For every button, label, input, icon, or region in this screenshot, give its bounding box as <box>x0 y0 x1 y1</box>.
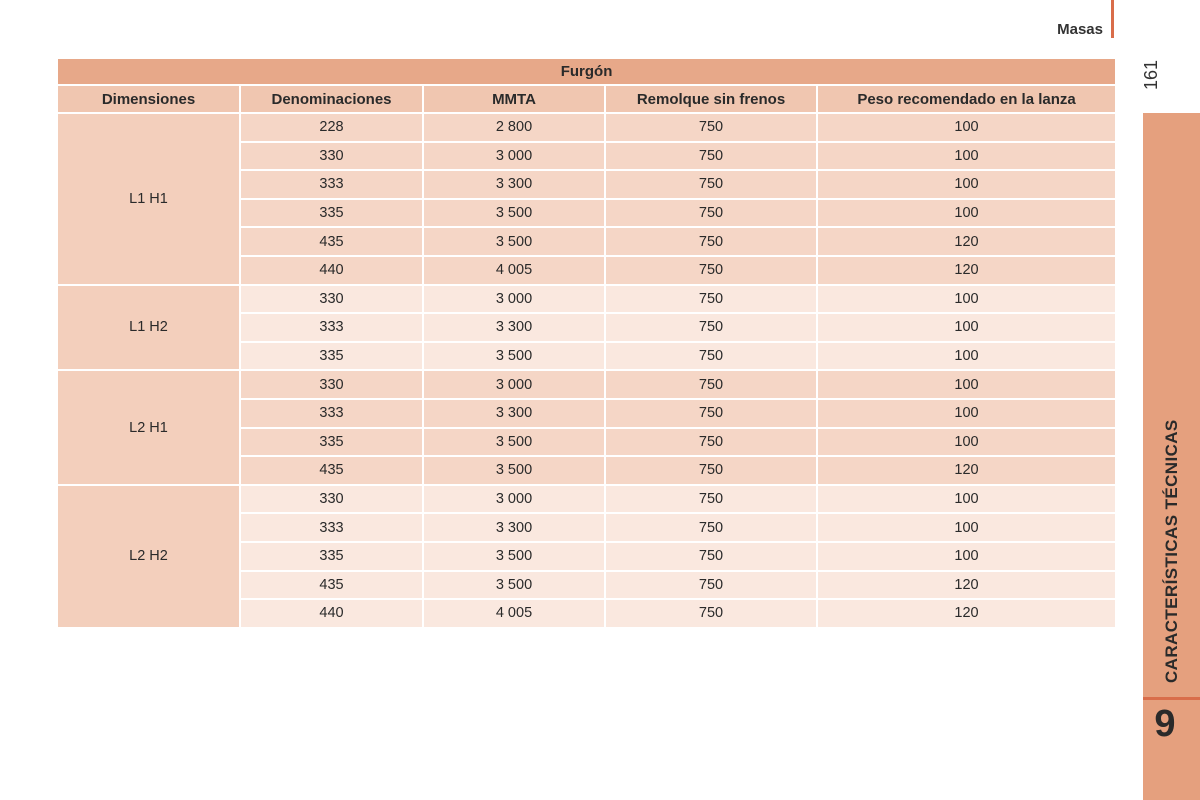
table-cell: 3 500 <box>423 342 605 371</box>
table-cell: 3 300 <box>423 513 605 542</box>
table-cell: 750 <box>605 456 817 485</box>
table-cell: 3 500 <box>423 428 605 457</box>
table-cell: 333 <box>240 313 423 342</box>
table-cell: 100 <box>817 428 1116 457</box>
table-cell: 100 <box>817 513 1116 542</box>
mass-table <box>56 57 1117 629</box>
table-cell: 330 <box>240 370 423 399</box>
table-group <box>57 485 1116 628</box>
table-cell: 750 <box>605 170 817 199</box>
dimension-cell: L2 H1 <box>57 370 240 484</box>
table-cell: 330 <box>240 285 423 314</box>
table-row <box>57 285 1116 314</box>
column-header: Denominaciones <box>240 85 423 113</box>
chapter-label: CARACTERÍSTICAS TÉCNICAS <box>1162 419 1181 683</box>
table-cell: 330 <box>240 485 423 514</box>
table-cell: 750 <box>605 199 817 228</box>
table-row <box>57 370 1116 399</box>
chapter-divider <box>1143 697 1200 700</box>
table-cell: 3 300 <box>423 399 605 428</box>
table-cell: 750 <box>605 399 817 428</box>
table-cell: 750 <box>605 142 817 171</box>
table-cell: 100 <box>817 113 1116 142</box>
table-cell: 750 <box>605 485 817 514</box>
table-cell: 3 300 <box>423 170 605 199</box>
table-cell: 333 <box>240 513 423 542</box>
table-row <box>57 485 1116 514</box>
table-cell: 333 <box>240 170 423 199</box>
section-title-rule <box>1111 0 1114 38</box>
table-cell: 4 005 <box>423 599 605 628</box>
table-cell: 750 <box>605 513 817 542</box>
table-cell: 3 500 <box>423 456 605 485</box>
table-cell: 3 000 <box>423 370 605 399</box>
table-cell: 100 <box>817 370 1116 399</box>
table-cell: 100 <box>817 285 1116 314</box>
table-cell: 2 800 <box>423 113 605 142</box>
dimension-cell: L2 H2 <box>57 485 240 628</box>
table-cell: 750 <box>605 313 817 342</box>
table-cell: 100 <box>817 142 1116 171</box>
table-cell: 750 <box>605 428 817 457</box>
table-cell: 120 <box>817 256 1116 285</box>
section-title: Masas <box>1057 21 1103 38</box>
table-cell: 335 <box>240 342 423 371</box>
table-cell: 750 <box>605 370 817 399</box>
table-cell: 4 005 <box>423 256 605 285</box>
table-cell: 335 <box>240 542 423 571</box>
table-cell: 3 500 <box>423 542 605 571</box>
table-cell: 750 <box>605 113 817 142</box>
table-cell: 100 <box>817 199 1116 228</box>
table-group <box>57 113 1116 285</box>
table-row <box>57 113 1116 142</box>
table-cell: 335 <box>240 428 423 457</box>
table-cell: 3 000 <box>423 285 605 314</box>
table-cell: 440 <box>240 599 423 628</box>
page-number: 161 <box>1140 59 1161 91</box>
table-cell: 3 000 <box>423 142 605 171</box>
table-group <box>57 370 1116 484</box>
table-cell: 750 <box>605 342 817 371</box>
table-cell: 100 <box>817 542 1116 571</box>
table-cell: 3 000 <box>423 485 605 514</box>
table-cell: 333 <box>240 399 423 428</box>
table-cell: 330 <box>240 142 423 171</box>
table-cell: 435 <box>240 571 423 600</box>
column-header: Remolque sin frenos <box>605 85 817 113</box>
table-cell: 435 <box>240 456 423 485</box>
table-cell: 435 <box>240 227 423 256</box>
table-cell: 100 <box>817 342 1116 371</box>
table-cell: 228 <box>240 113 423 142</box>
table-cell: 120 <box>817 227 1116 256</box>
table-cell: 100 <box>817 399 1116 428</box>
table-caption-row <box>57 58 1116 85</box>
table-cell: 440 <box>240 256 423 285</box>
table-cell: 750 <box>605 542 817 571</box>
table-cell: 750 <box>605 285 817 314</box>
table-caption: Furgón <box>57 58 1116 85</box>
table-header-row <box>57 85 1116 113</box>
table-cell: 100 <box>817 170 1116 199</box>
dimension-cell: L1 H1 <box>57 113 240 285</box>
table-cell: 120 <box>817 571 1116 600</box>
table-cell: 335 <box>240 199 423 228</box>
table-cell: 750 <box>605 256 817 285</box>
table-cell: 3 300 <box>423 313 605 342</box>
table-cell: 750 <box>605 227 817 256</box>
chapter-number: 9 <box>1154 703 1176 745</box>
table-cell: 750 <box>605 599 817 628</box>
table-cell: 100 <box>817 485 1116 514</box>
table-cell: 3 500 <box>423 227 605 256</box>
table-cell: 3 500 <box>423 199 605 228</box>
table-cell: 100 <box>817 313 1116 342</box>
table-cell: 3 500 <box>423 571 605 600</box>
column-header: MMTA <box>423 85 605 113</box>
table-cell: 120 <box>817 456 1116 485</box>
table-group <box>57 285 1116 371</box>
table-cell: 750 <box>605 571 817 600</box>
column-header: Dimensiones <box>57 85 240 113</box>
table-cell: 120 <box>817 599 1116 628</box>
dimension-cell: L1 H2 <box>57 285 240 371</box>
column-header: Peso recomendado en la lanza <box>817 85 1116 113</box>
